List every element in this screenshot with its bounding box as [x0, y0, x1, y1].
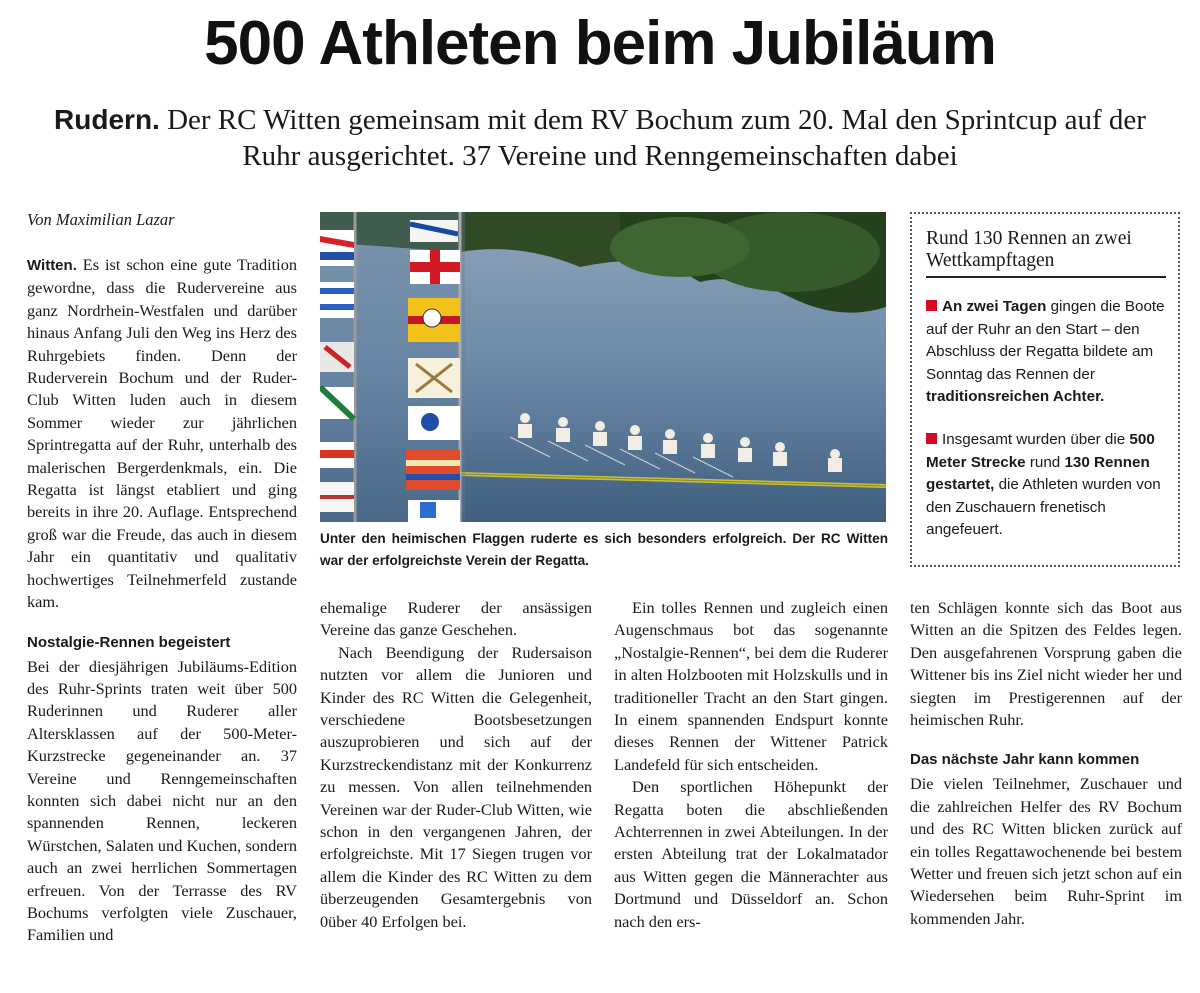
rowing-photo-illustration [320, 212, 886, 522]
infobox-bold: 500 Meter Strecke [926, 430, 1155, 471]
infobox-lead: An zwei Tagen [942, 298, 1047, 315]
red-square-icon [926, 433, 937, 444]
infobox-text: gingen die Boote auf der Ruhr an den Start – den Abschluss der Regatta bildete am Sonntag das Rennen der [926, 298, 1165, 383]
article-photo [320, 212, 886, 522]
infobox-title: Rund 130 Rennen an zwei Wettkampftagen [926, 228, 1166, 278]
paragraph: Die vielen Teilnehmer, Zuschauer und die zahlreichen Helfer des RV Bochum und des RC Witten blicken zurück auf ein tolles Regattawochenende bei bestem Wetter und freuen sich jetzt schon auf ein Wiedersehen beim Ruhr-Sprint im kommenden Jahr. [910, 774, 1182, 928]
paragraph: ehemalige Ruderer der ansässigen Vereine das ganze Geschehen. [320, 598, 592, 640]
subheadline-text: Der RC Witten gemeinsam mit dem RV Bochum zum 20. Mal den Sprintcup auf der Ruhr ausgerichtet. 37 Vereine und Renngemeinschaften dabei [167, 104, 1146, 172]
subheadline-kicker: Rudern. [54, 104, 160, 135]
paragraph-text: Es ist schon eine gute Tradition gewordne, dass die Rudervereine aus ganz Nordrhein-Westfalen und darüber hinaus Anfang Juli den Weg ins Herz des Ruhrgebiets finden. Denn der Ruderverein Bochum und der Ruder-Club Witten luden auch in diesem Sommer wieder zur jährlichen Sprintregatta auf der Ruhr, unterhalb des malerischen Bergerdenkmals, ein. Die Regatta ist längst etabliert und ging bereits in ihre 20. Auflage. Entsprechend groß war die Freude, das auch in diesem Jahr ein quantitativ und qualitativ hochwertiges Teilnehmerfeld zustande kam. [27, 255, 297, 612]
infobox-text: die Athleten wurden von den Zuschauern frenetisch angefeuert. [926, 476, 1161, 539]
infobox-item [926, 296, 1166, 409]
paragraph: Ein tolles Rennen und zugleich einen Augenschmaus bot das sogenannte „Nostalgie-Rennen“, bei dem die Ruderer in alten Holzbooten mit Holzskulls und in traditioneller Tracht an den Start gingen. In einem spannenden Endspurt konnte dieses Rennen der Wittener Patrick Landefeld für sich entscheiden. [614, 598, 888, 774]
byline: Von Maximilian Lazar [27, 210, 175, 229]
infobox-bold: traditionsreichen Achter. [926, 388, 1105, 406]
article-column-1 [27, 254, 297, 947]
infobox [910, 212, 1180, 567]
section-heading: Das nächste Jahr kann kommen [910, 751, 1140, 769]
headline: 500 Athleten beim Jubiläum [204, 9, 996, 78]
subheadline [30, 102, 1170, 174]
infobox-bold: 130 Rennen gestartet, [926, 453, 1150, 494]
infobox-text: Insgesamt wurden über die [942, 430, 1130, 448]
dateline: Witten. [27, 257, 77, 274]
paragraph: Nach Beendigung der Rudersaison nutzten vor allem die Junioren und Kinder des RC Witten die Gelegenheit, verschiedene Bootsbesetzungen auszuprobieren und sich auf der Kurzstreckendistanz mit der Konkurrenz zu messen. Von allen teilnehmenden Vereinen war der Ruder-Club Witten, wie schon in den vergangenen Jahren, der erfolgreichste. Mit 17 Siegen trugen vor allem die Kinder des RC Witten zu dem überzeugenden Gesamtergebnis von 0über 40 Erfolgen bei. [320, 642, 592, 931]
article-column-2 [320, 597, 592, 933]
paragraph: Bei der diesjährigen Jubiläums-Edition des Ruhr-Sprints traten weit über 500 Ruderinnen und Ruderer aller Altersklassen auf der 500-Meter-Kurzstrecke gegeneinander an. 37 Vereine und Renngemeinschaften konnten sich dabei nicht nur an den spannenden Rennen, leckeren Würstchen, Salaten und Kuchen, sondern auch an zwei herrlichen Sommertagen erfreuen. Von der Terrasse des RV Bochums verfolgten viele Zuschauer, Familien und [27, 656, 297, 945]
paragraph: ten Schlägen konnte sich das Boot aus Witten an die Spitzen des Feldes legen. Den ausgefahrenen Vorsprung gaben die Wittener bis ins Ziel nicht wieder her und siegten im Prestigerennen auf der heimischen Ruhr. [910, 598, 1182, 730]
section-heading: Nostalgie-Rennen begeistert [27, 633, 231, 651]
photo-caption: Unter den heimischen Flaggen ruderte es sich besonders erfolgreich. Der RC Witten war der erfolgreichste Verein der Regatta. [320, 531, 888, 568]
paragraph: Den sportlichen Höhepunkt der Regatta boten die abschließenden Achterrennen in zwei Abteilungen. In der ersten Abteilung trat der Lokalmatador aus Witten gegen die Männerachter aus Dortmund und Düsseldorf an. Schon nach den ers- [614, 777, 888, 931]
paragraph [27, 254, 297, 614]
red-square-icon [926, 300, 937, 311]
article-column-4 [910, 597, 1182, 930]
article-column-3 [614, 597, 888, 933]
infobox-text: rund [1025, 453, 1065, 471]
infobox-item [926, 429, 1166, 542]
